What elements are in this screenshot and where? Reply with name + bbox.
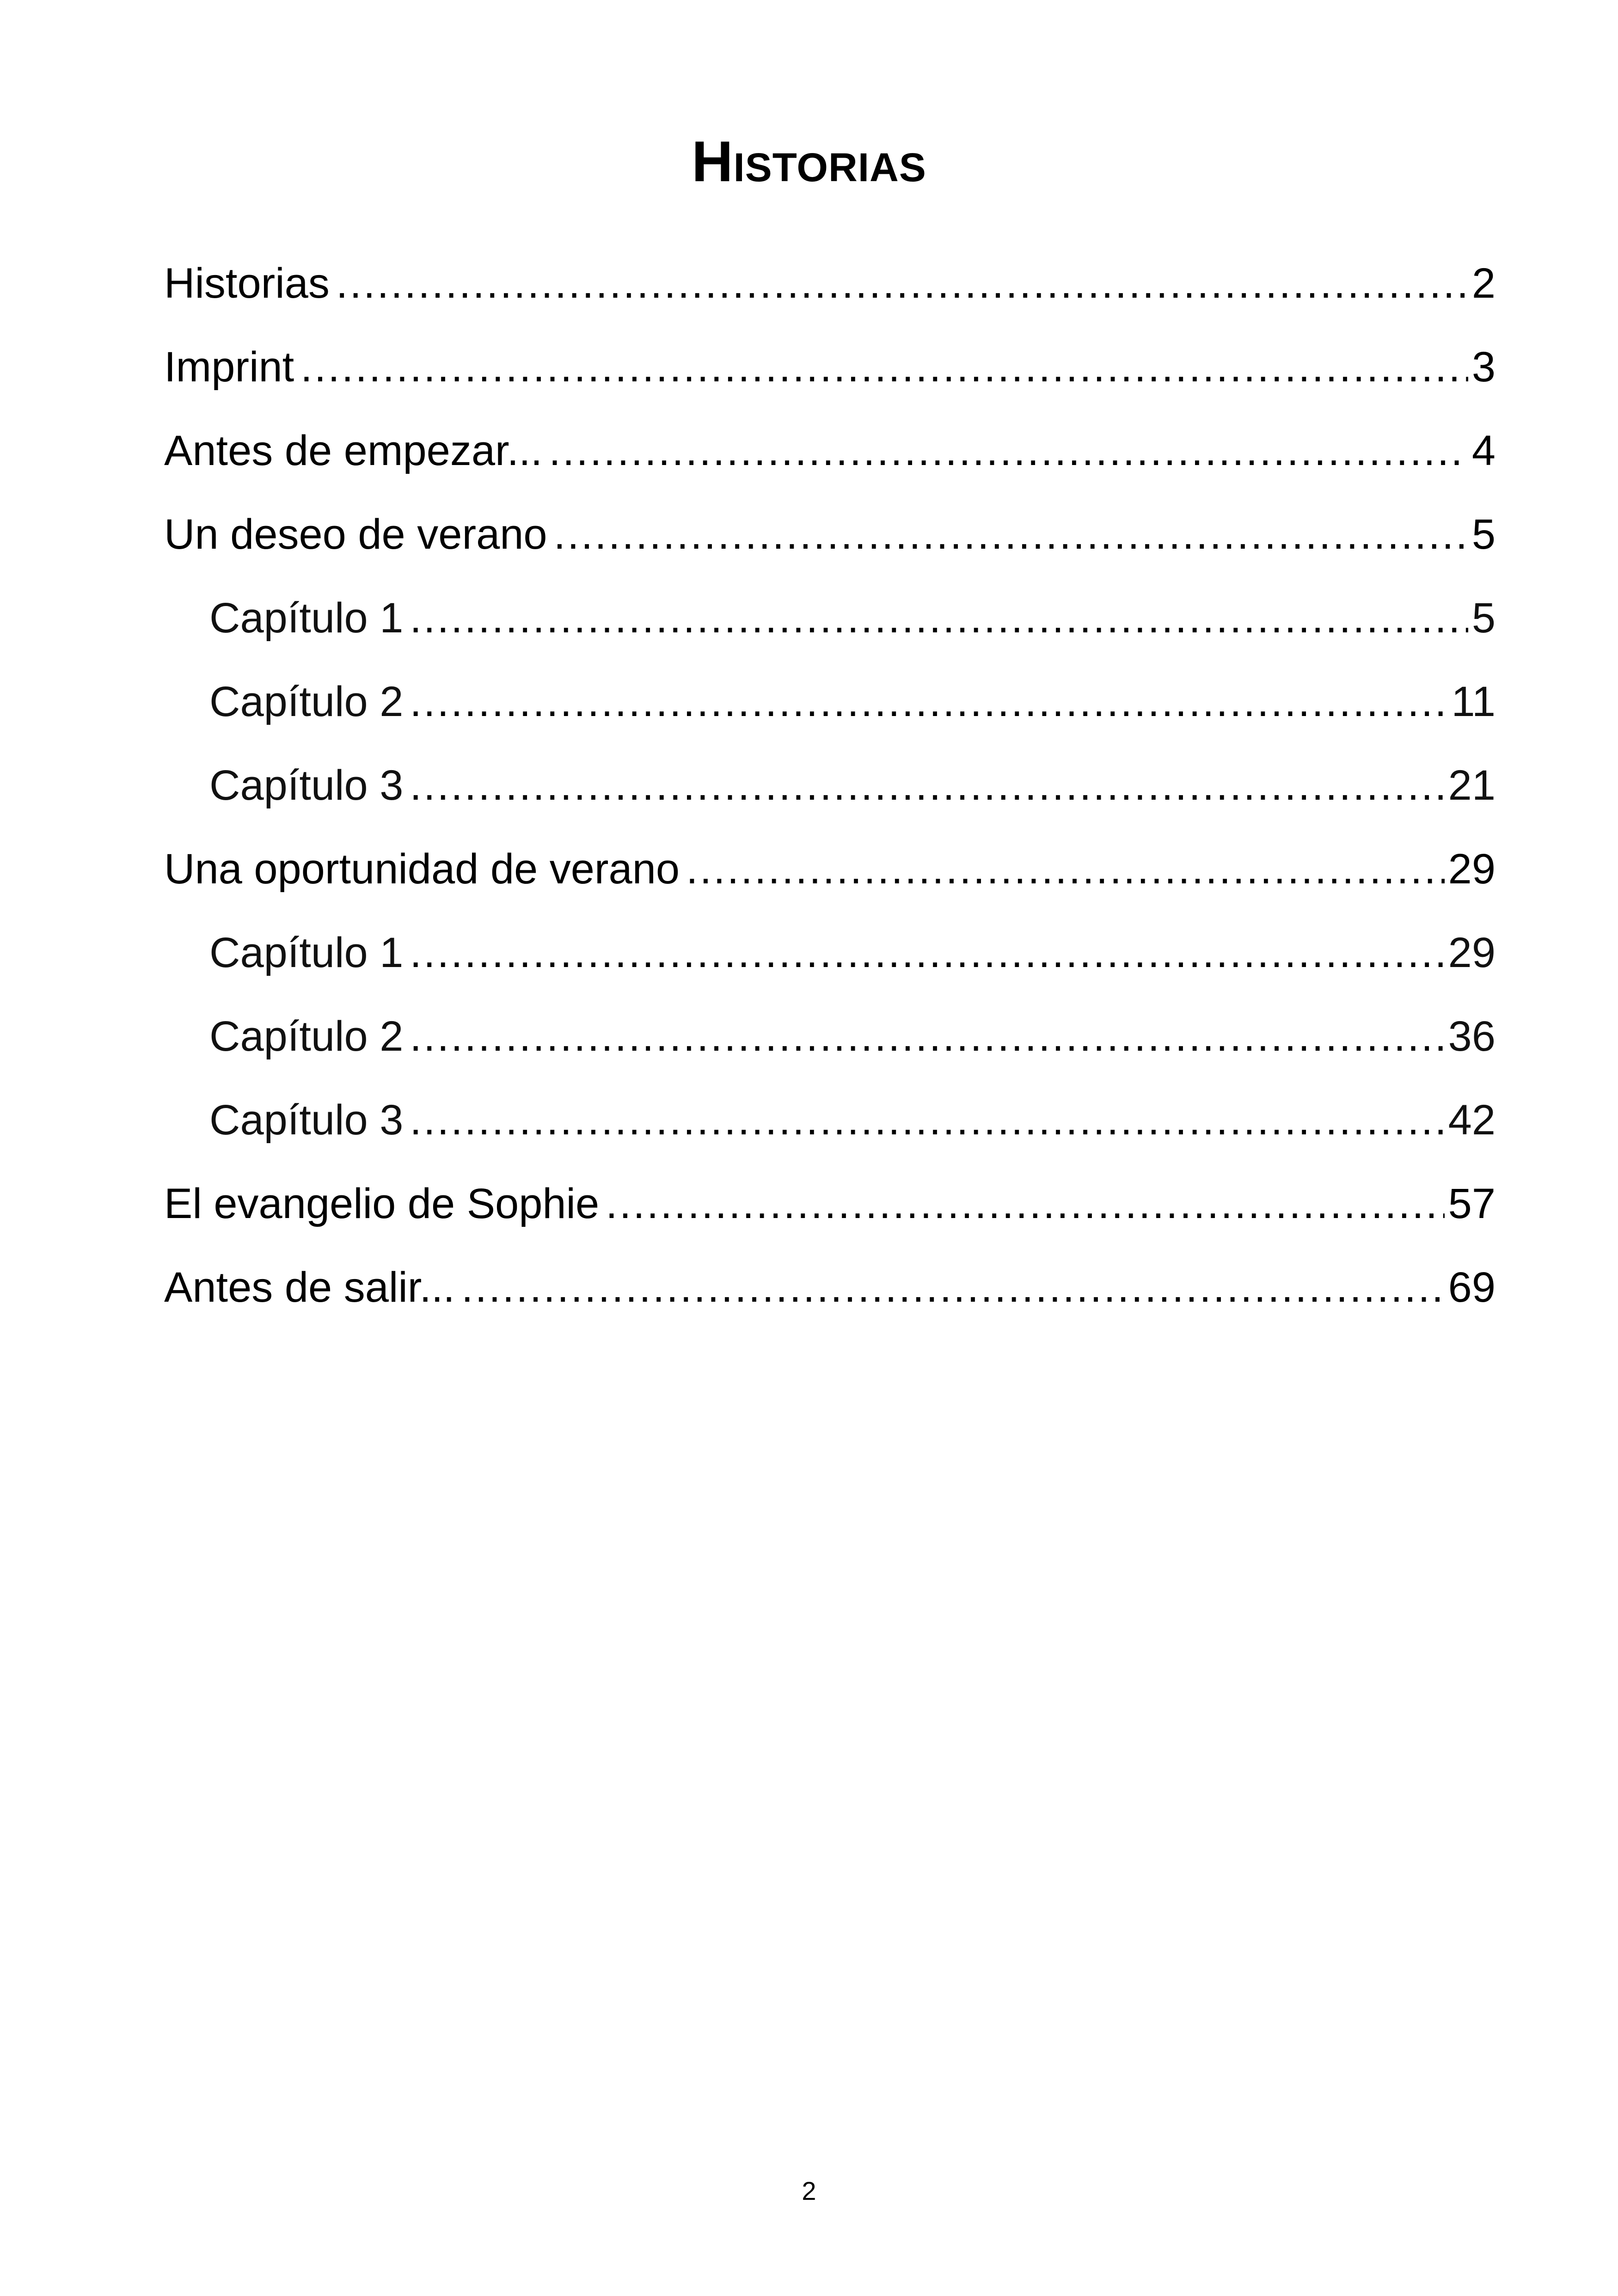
toc-entry[interactable]	[164, 325, 1495, 409]
toc-entry[interactable]	[164, 409, 1495, 493]
toc-entry-title: El evangelio de Sophie	[164, 1180, 600, 1227]
toc-dot-leader	[554, 493, 1468, 576]
toc-entry-title: Capítulo 3	[209, 1096, 404, 1144]
toc-dot-leader	[300, 325, 1468, 409]
toc-entry-page: 69	[1448, 1264, 1495, 1311]
toc-entry-page: 2	[1471, 260, 1495, 307]
toc-entry-page: 5	[1471, 511, 1495, 558]
toc-entry-title: Antes de salir...	[164, 1264, 455, 1311]
toc-dot-leader	[606, 1162, 1444, 1246]
toc-entry-title: Capítulo 2	[209, 1013, 404, 1060]
toc-entry-title: Historias	[164, 260, 330, 307]
toc-entry-title: Capítulo 3	[209, 762, 404, 809]
toc-dot-leader	[410, 576, 1468, 660]
toc-entry-title: Capítulo 1	[209, 594, 404, 642]
toc-dot-leader	[410, 911, 1444, 995]
toc-subentry[interactable]	[164, 744, 1495, 827]
toc-dot-leader	[461, 1246, 1445, 1329]
toc-entry-page: 42	[1448, 1096, 1495, 1144]
toc-entry[interactable]	[164, 493, 1495, 576]
toc-entry[interactable]	[164, 827, 1495, 911]
toc-subentry[interactable]	[164, 995, 1495, 1078]
toc-entry-page: 57	[1448, 1180, 1495, 1227]
toc-dot-leader	[410, 995, 1444, 1078]
toc-entry-page: 36	[1448, 1013, 1495, 1060]
toc-entry-title: Antes de empezar...	[164, 427, 543, 474]
toc-entry-title: Imprint	[164, 343, 294, 391]
toc-entry-title: Capítulo 1	[209, 929, 404, 976]
toc-entry-page: 11	[1451, 678, 1495, 725]
toc-entry-page: 21	[1448, 762, 1495, 809]
toc-dot-leader	[410, 744, 1444, 827]
toc-dot-leader	[549, 409, 1468, 493]
toc-subentry[interactable]	[164, 911, 1495, 995]
toc-entry[interactable]	[164, 1162, 1495, 1246]
toc-subentry[interactable]	[164, 660, 1495, 744]
toc-entry-title: Capítulo 2	[209, 678, 404, 725]
table-of-contents	[164, 242, 1495, 1329]
toc-subentry[interactable]	[164, 576, 1495, 660]
toc-entry[interactable]	[164, 1246, 1495, 1329]
toc-entry-page: 3	[1471, 343, 1495, 391]
toc-entry-page: 29	[1448, 845, 1495, 893]
toc-dot-leader	[686, 827, 1445, 911]
toc-dot-leader	[410, 1078, 1444, 1162]
toc-entry-page: 29	[1448, 929, 1495, 976]
toc-dot-leader	[410, 660, 1447, 744]
page-number: 2	[802, 2176, 816, 2205]
toc-entry-page: 5	[1471, 594, 1495, 642]
toc-entry-title: Un deseo de verano	[164, 511, 547, 558]
toc-entry-title: Una oportunidad de verano	[164, 845, 680, 893]
toc-subentry[interactable]	[164, 1078, 1495, 1162]
toc-entry[interactable]	[164, 242, 1495, 325]
page-title: Historias	[692, 130, 926, 194]
toc-dot-leader	[336, 242, 1468, 325]
toc-entry-page: 4	[1471, 427, 1495, 474]
